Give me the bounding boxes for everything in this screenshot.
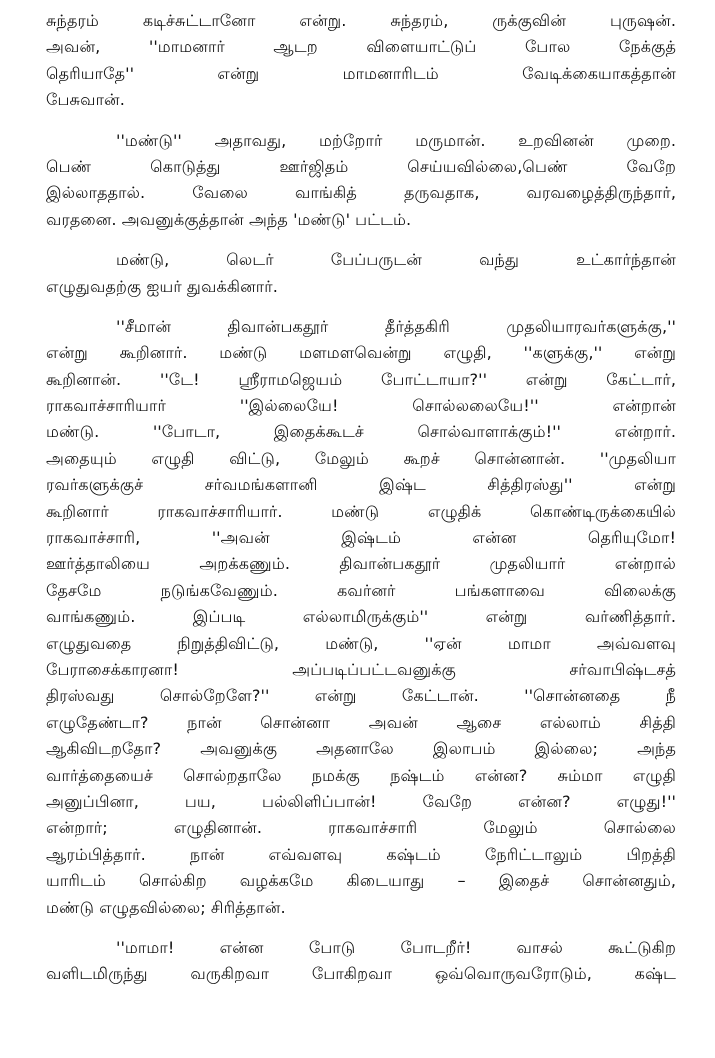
text-line: அவன், ''மாமனார் ஆடற விளையாட்டுப் போல நேக்குத்: [46, 37, 676, 57]
text-line: வாங்கணும். இப்படி எல்லாமிருக்கும்'' என்று வர்ணித்தார்.: [46, 607, 676, 627]
text-line: பெண் கொடுத்து ஊர்ஜிதம் செய்யவில்லை,பெண் வேறே: [46, 156, 676, 176]
text-line: எழுதுவதை நிறுத்திவிட்டு, மண்டு, ''ஏன் மாமா அவ்வளவு: [46, 633, 676, 653]
text-line: வளிடமிருந்து வருகிறவா போகிறவா ஒவ்வொருவரோடும், கஷ்ட: [46, 964, 676, 984]
book-page: [46, 8, 676, 1002]
paragraph: [46, 128, 676, 234]
text-line: மண்டு. ''போடா, இதைக்கூடச் சொல்வாளாக்கும்!'' என்றார்.: [46, 422, 676, 442]
text-line: தெரியாதே'' என்று மாமனாரிடம் வேடிக்கையாகத்தான்: [46, 63, 676, 83]
text-line: என்றார்; எழுதினான். ராகவாச்சாரி மேலும் சொல்லை: [46, 818, 676, 838]
text-line: ஆரம்பித்தார். நான் எவ்வளவு கஷ்டம் நேரிட்டாலும் பிறத்தி: [46, 844, 676, 864]
text-line: வரதனை. அவனுக்குத்தான் அந்த 'மண்டு' பட்டம்.: [46, 209, 412, 229]
text-line: ''மண்டு'' அதாவது, மற்றோர் மருமான். உறவினன் முறை.: [116, 130, 676, 150]
paragraph: [46, 247, 676, 300]
text-line: பேசுவான்.: [46, 90, 125, 110]
text-line: மண்டு, லெடர் பேப்பருடன் வந்து உட்கார்ந்தான்: [116, 250, 676, 270]
text-line: தேசமே நடுங்கவேணும். கவர்னர் பங்களாவை விலைக்கு: [46, 580, 676, 600]
text-line: ஆகிவிடறதோ? அவனுக்கு அதனாலே இலாபம் இல்லை; அந்த: [46, 739, 676, 759]
text-line: கூறினார் ராகவாச்சாரியார். மண்டு எழுதிக் கொண்டிருக்கையில்: [46, 501, 676, 521]
text-line: எழுதுவதற்கு ஐயர் துவக்கினார்.: [46, 276, 278, 296]
paragraph: [46, 935, 676, 988]
text-line: ரவர்களுக்குச் சர்வமங்களானி இஷ்ட சித்திரஸ்து'' என்று: [46, 475, 676, 495]
text-line: ராகவாச்சாரியார் ''இல்லையே! சொல்லலையே!'' என்றான்: [46, 396, 676, 416]
text-line: அனுப்பினா, பய, பல்லிளிப்பான்! வேறே என்ன? எழுது!'': [46, 791, 676, 811]
text-line: வார்த்தையைச் சொல்றதாலே நமக்கு நஷ்டம் என்ன? சும்மா எழுதி: [46, 765, 676, 785]
paragraph: [46, 8, 676, 114]
text-line: ஊர்த்தாலியை அறக்கணும். திவான்பகதூர் முதலியார் என்றால்: [46, 554, 676, 574]
text-line: பேராசைக்காரனா! அப்படிப்பட்டவனுக்கு சர்வாபிஷ்டசத்: [46, 659, 676, 679]
text-line: யாரிடம் சொல்கிற வழக்கமே கிடையாது – இதைச் சொன்னதும்,: [46, 871, 676, 891]
text-line: மண்டு எழுதவில்லை; சிரித்தான்.: [46, 897, 286, 917]
text-line: திரஸ்வது சொல்றேளே?'' என்று கேட்டான். ''சொன்னதை நீ: [46, 686, 676, 706]
text-line: அதையும் எழுதி விட்டு, மேலும் கூறச் சொன்னான். ''முதலியா: [46, 448, 676, 468]
text-line: எழுதேண்டா? நான் சொன்னா அவன் ஆசை எல்லாம் சித்தி: [46, 712, 676, 732]
text-line: கூறினான். ''டே! ஸ்ரீராமஜெயம் போட்டாயா?'' என்று கேட்டார்,: [46, 369, 676, 389]
text-line: என்று கூறினார். மண்டு மளமளவென்று எழுதி, ''களுக்கு,'' என்று: [46, 343, 676, 363]
text-line: ராகவாச்சாரி, ''அவன் இஷ்டம் என்ன தெரியுமோ!: [46, 528, 676, 548]
text-line: ''சீமான் திவான்பகதூர் தீர்த்தகிரி முதலியாரவர்களுக்கு,'': [116, 316, 676, 336]
text-line: சுந்தரம் கடிச்சுட்டானோ என்று. சுந்தரம், ருக்குவின் புருஷன்.: [46, 11, 676, 30]
paragraph: [46, 314, 676, 921]
text-line: இல்லாததால். வேலை வாங்கித் தருவதாக, வரவழைத்திருந்தார்,: [46, 183, 676, 203]
text-line: ''மாமா! என்ன போடு போடறீர்! வாசல் கூட்டுகிற: [116, 937, 676, 957]
